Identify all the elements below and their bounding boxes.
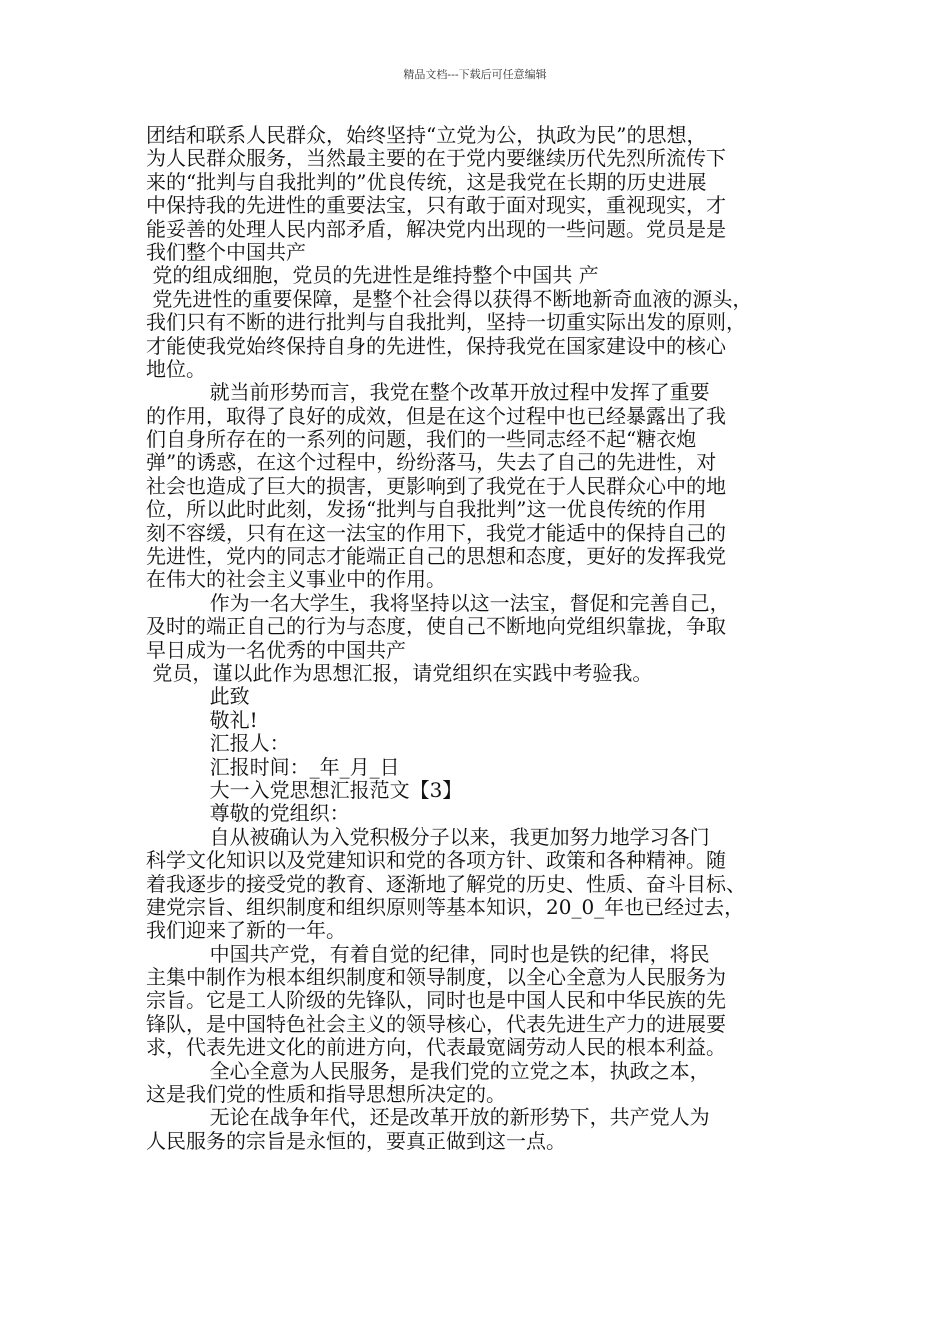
text-line: 能妥善的处理人民内部矛盾，解决党内出现的一些问题。党员是是 bbox=[146, 216, 726, 241]
page-header: 精品文档---下载后可任意编辑 bbox=[403, 68, 547, 81]
text-line: 党员，谨以此作为思想汇报，请党组织在实践中考验我。 bbox=[146, 660, 653, 685]
text-line: 建党宗旨、组织制度和组织原则等基本知识，20_0_年也已经过去， bbox=[146, 894, 745, 919]
document-body bbox=[146, 124, 836, 1153]
text-line: 汇报时间：_年_月_日 bbox=[146, 754, 400, 779]
text-line: 弹”的诱惑，在这个过程中，纷纷落马，失去了自己的先进性，对 bbox=[146, 450, 717, 475]
text-line: 人民服务的宗旨是永恒的，要真正做到这一点。 bbox=[146, 1128, 566, 1153]
text-line: 的作用，取得了良好的成效，但是在这个过程中也已经暴露出了我 bbox=[146, 403, 726, 428]
text-line: 团结和联系人民群众，始终坚持“立党为公，执政为民”的思想， bbox=[146, 123, 707, 147]
text-line: 无论在战争年代，还是改革开放的新形势下，共产党人为 bbox=[146, 1105, 710, 1130]
text-line: 宗旨。它是工人阶级的先锋队，同时也是中国人民和中华民族的先 bbox=[146, 988, 726, 1013]
text-line: 主集中制作为根本组织制度和领导制度，以全心全意为人民服务为 bbox=[146, 965, 726, 990]
text-line: 先进性，党内的同志才能端正自己的思想和态度，更好的发挥我党 bbox=[146, 544, 726, 569]
text-line: 求，代表先进文化的前进方向，代表最宽阔劳动人民的根本利益。 bbox=[146, 1035, 726, 1060]
text-line: 全心全意为人民服务，是我们党的立党之本，执政之本， bbox=[146, 1058, 710, 1083]
text-line: 我们只有不断的进行批判与自我批判，坚持一切重实际出发的原则， bbox=[146, 310, 746, 335]
text-line: 作为一名大学生，我将坚持以这一法宝，督促和完善自己， bbox=[146, 590, 730, 615]
text-line: 敬礼! bbox=[146, 707, 258, 732]
text-line: 此致 bbox=[146, 684, 250, 709]
text-line: 就当前形势而言，我党在整个改革开放过程中发挥了重要 bbox=[146, 380, 710, 405]
text-line: 党的组成细胞，党员的先进性是维持整个中国共 产 bbox=[146, 263, 599, 288]
text-line: 自从被确认为入党积极分子以来，我更加努力地学习各门 bbox=[146, 824, 710, 849]
text-line: 位，所以此时此刻，发扬“批判与自我批判”这一优良传统的作用 bbox=[146, 497, 707, 522]
text-line: 中国共产党，有着自觉的纪律，同时也是铁的纪律，将民 bbox=[146, 941, 710, 966]
text-line: 锋队，是中国特色社会主义的领导核心，代表先进生产力的进展要 bbox=[146, 1011, 726, 1036]
text-line: 在伟大的社会主义事业中的作用。 bbox=[146, 567, 446, 592]
text-line: 我们整个中国共产 bbox=[146, 239, 306, 264]
text-line: 早日成为一名优秀的中国共产 bbox=[146, 637, 406, 662]
text-line: 社会也造成了巨大的损害，更影响到了我党在于人民群众心中的地 bbox=[146, 473, 726, 498]
text-line: 大一入党思想汇报范文【3】 bbox=[146, 777, 463, 802]
text-line: 为人民群众服务，当然最主要的在于党内要继续历代先烈所流传下 bbox=[146, 146, 726, 171]
text-line: 中保持我的先进性的重要法宝，只有敢于面对现实，重视现实，才 bbox=[146, 193, 726, 218]
text-line: 尊敬的党组织： bbox=[146, 801, 350, 826]
text-line: 科学文化知识以及党建知识和党的各项方针、政策和各种精神。随 bbox=[146, 848, 726, 873]
text-line: 我们迎来了新的一年。 bbox=[146, 918, 346, 943]
text-line: 刻不容缓，只有在这一法宝的作用下，我党才能适中的保持自己的 bbox=[146, 520, 726, 545]
text-line: 汇报人： bbox=[146, 731, 290, 756]
text-line: 着我逐步的接受党的教育、逐渐地了解党的历史、性质、奋斗目标、 bbox=[146, 871, 746, 896]
text-line: 地位。 bbox=[146, 356, 206, 381]
text-line: 这是我们党的性质和指导思想所决定的。 bbox=[146, 1082, 506, 1107]
text-line: 们自身所存在的一系列的问题，我们的一些同志经不起“糖衣炮 bbox=[146, 427, 697, 452]
text-line: 党先进性的重要保障，是整个社会得以获得不断地新奇血液的源头， bbox=[146, 286, 753, 311]
text-line: 及时的端正自己的行为与态度，使自己不断地向党组织靠拢，争取 bbox=[146, 614, 726, 639]
text-line: 来的“批判与自我批判的”优良传统，这是我党在长期的历史进展 bbox=[146, 169, 707, 194]
text-line: 才能使我党始终保持自身的先进性，保持我党在国家建设中的核心 bbox=[146, 333, 726, 358]
